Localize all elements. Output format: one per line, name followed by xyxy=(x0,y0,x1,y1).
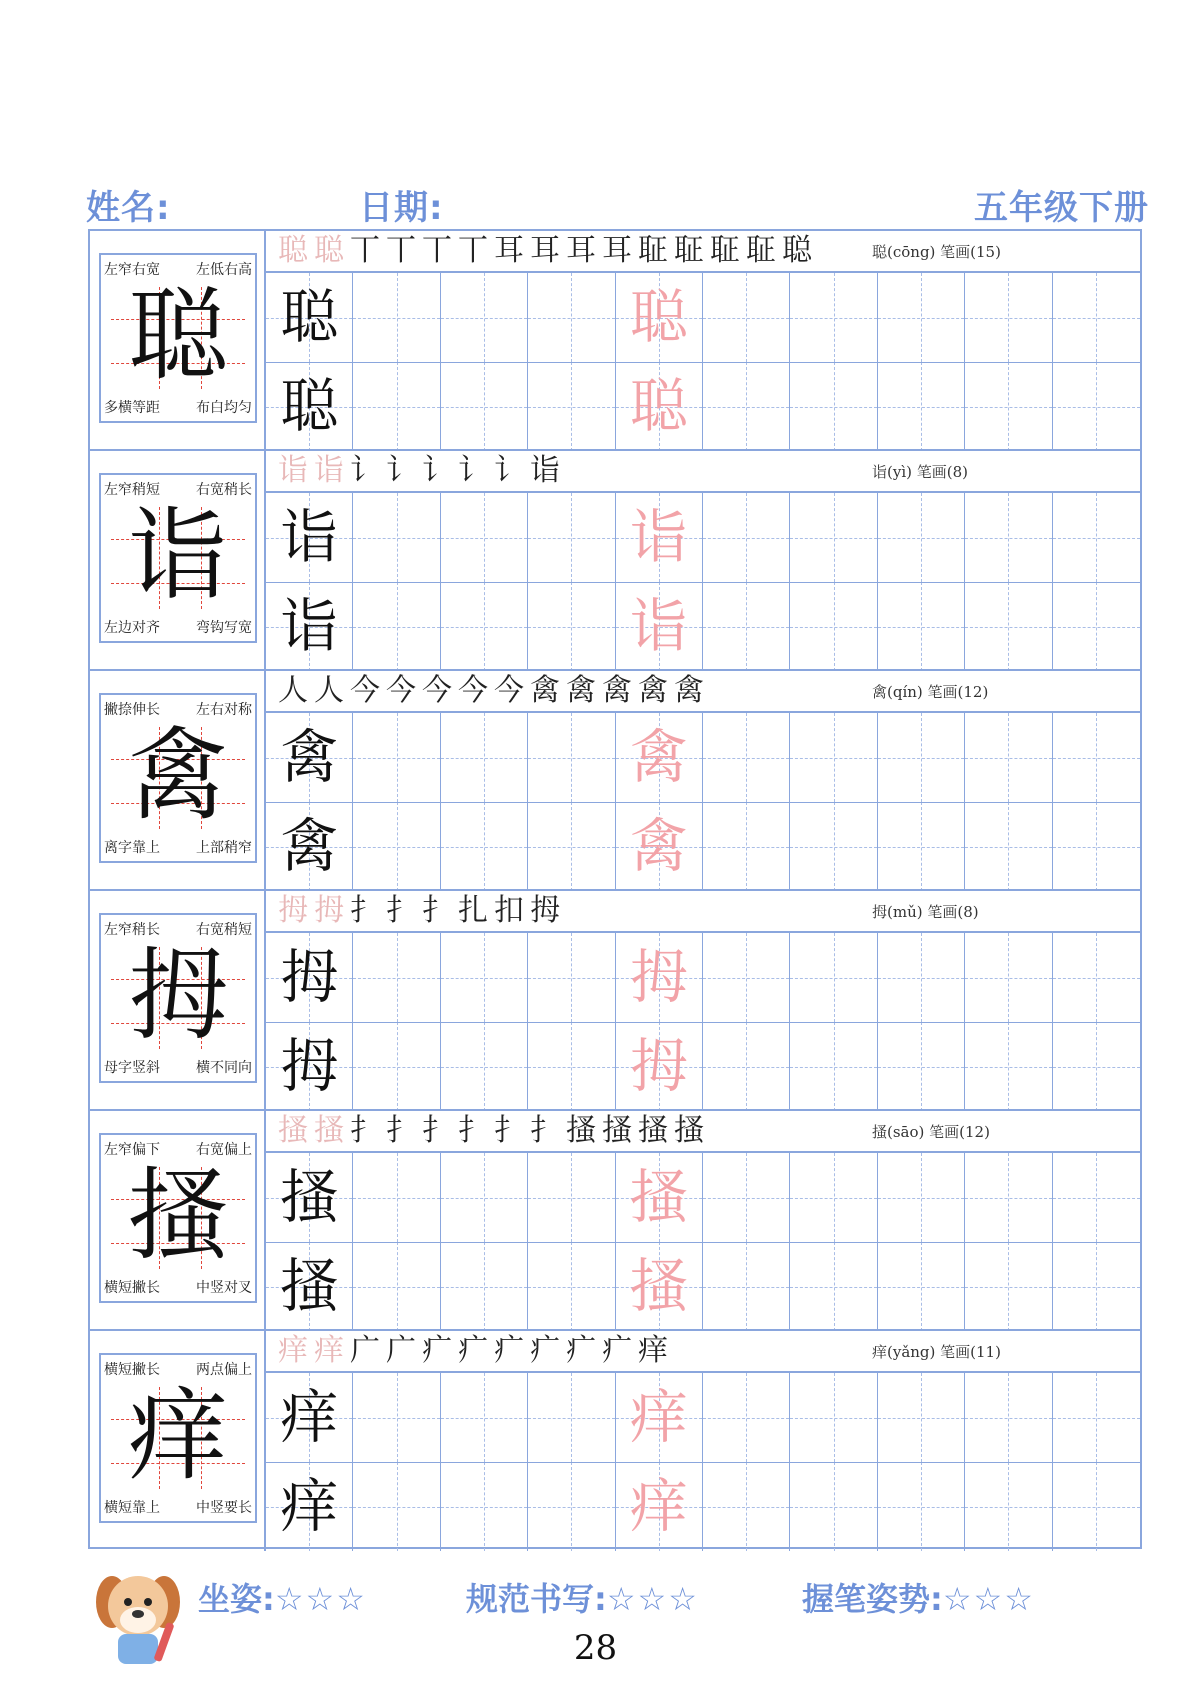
trace-character: 聪 xyxy=(629,283,688,351)
practice-cell[interactable] xyxy=(441,493,528,582)
sample-character: 搔 xyxy=(280,1252,339,1320)
practice-cell[interactable] xyxy=(616,1462,703,1551)
practice-cell[interactable] xyxy=(1053,1373,1140,1462)
practice-cell[interactable] xyxy=(965,582,1052,671)
stroke-order-faint: 搔搔 xyxy=(278,1113,350,1148)
name-label: 姓名: xyxy=(86,188,171,228)
stroke-order-sequence xyxy=(278,673,710,709)
row-divider xyxy=(266,1462,1140,1463)
practice-cell[interactable] xyxy=(266,802,353,891)
practice-row xyxy=(266,802,1140,891)
row-divider xyxy=(266,802,1140,803)
practice-cell[interactable] xyxy=(790,933,877,1022)
structure-tip-box xyxy=(99,693,257,863)
practice-cell[interactable] xyxy=(790,1462,877,1551)
stroke-order-faint: 拇拇 xyxy=(278,893,350,928)
structure-tip-column xyxy=(90,671,266,891)
pinyin-stroke-count: 禽(qín) 笔画(12) xyxy=(872,683,989,701)
structure-tip-column xyxy=(90,1331,266,1551)
practice-cell[interactable] xyxy=(266,273,353,362)
practice-cell[interactable] xyxy=(616,1373,703,1462)
practice-row xyxy=(266,493,1140,582)
practice-cell[interactable] xyxy=(528,362,615,451)
model-character: 拇 xyxy=(128,937,228,1054)
practice-cell[interactable] xyxy=(965,1153,1052,1242)
tip-top-right: 两点偏上 xyxy=(196,1362,252,1378)
structure-tip-box xyxy=(99,473,257,643)
trace-character: 拇 xyxy=(629,943,688,1011)
practice-cell[interactable] xyxy=(965,362,1052,451)
practice-cell[interactable] xyxy=(1053,1242,1140,1331)
structure-tip-box xyxy=(99,913,257,1083)
grip-rating xyxy=(802,1574,1035,1620)
practice-cell[interactable] xyxy=(965,933,1052,1022)
stroke-order-row xyxy=(266,1331,1140,1373)
trace-character: 痒 xyxy=(629,1472,688,1540)
stroke-order-row xyxy=(266,231,1140,273)
tip-bottom-left: 左边对齐 xyxy=(104,620,160,636)
practice-cell[interactable] xyxy=(353,273,440,362)
tip-bottom-right: 中竖要长 xyxy=(196,1500,252,1516)
practice-cell[interactable] xyxy=(878,933,965,1022)
tip-bottom-left: 横短靠上 xyxy=(104,1500,160,1516)
pinyin-stroke-count: 聪(cōng) 笔画(15) xyxy=(872,243,1001,261)
practice-cell[interactable] xyxy=(790,362,877,451)
practice-cell[interactable] xyxy=(616,582,703,671)
practice-row xyxy=(266,713,1140,802)
practice-cell[interactable] xyxy=(965,802,1052,891)
sample-character: 聪 xyxy=(280,283,339,351)
sample-character: 拇 xyxy=(280,943,339,1011)
stroke-order-steps: 讠讠讠讠讠诣 xyxy=(350,453,566,488)
stroke-order-sequence xyxy=(278,1113,710,1149)
trace-character: 禽 xyxy=(629,723,688,791)
pinyin-stroke-count: 诣(yì) 笔画(8) xyxy=(872,463,968,481)
practice-cell[interactable] xyxy=(878,1462,965,1551)
practice-cell[interactable] xyxy=(441,713,528,802)
structure-tip-column xyxy=(90,231,266,451)
practice-cell[interactable] xyxy=(528,933,615,1022)
tip-bottom-left: 多横等距 xyxy=(104,400,160,416)
practice-cell[interactable] xyxy=(1053,802,1140,891)
practice-cell[interactable] xyxy=(616,713,703,802)
tip-bottom-right: 横不同向 xyxy=(196,1060,252,1076)
tip-top-right: 左右对称 xyxy=(196,702,252,718)
tip-bottom-left: 母字竖斜 xyxy=(104,1060,160,1076)
practice-cell[interactable] xyxy=(441,273,528,362)
practice-cell[interactable] xyxy=(353,802,440,891)
practice-cell[interactable] xyxy=(528,1153,615,1242)
pinyin-stroke-count: 痒(yǎng) 笔画(11) xyxy=(872,1343,1001,1361)
trace-character: 搔 xyxy=(629,1252,688,1320)
practice-cell[interactable] xyxy=(703,1022,790,1111)
sample-character: 禽 xyxy=(280,723,339,791)
practice-cell[interactable] xyxy=(528,1373,615,1462)
practice-cell[interactable] xyxy=(703,362,790,451)
practice-cell[interactable] xyxy=(703,273,790,362)
practice-cell[interactable] xyxy=(878,1153,965,1242)
practice-cell[interactable] xyxy=(353,713,440,802)
practice-cell[interactable] xyxy=(965,1373,1052,1462)
practice-cell[interactable] xyxy=(965,1462,1052,1551)
pinyin-stroke-count: 拇(mǔ) 笔画(8) xyxy=(872,903,979,921)
practice-cell[interactable] xyxy=(616,1153,703,1242)
practice-cell[interactable] xyxy=(528,582,615,671)
practice-cell[interactable] xyxy=(353,933,440,1022)
tip-bottom-left: 离字靠上 xyxy=(104,840,160,856)
practice-row xyxy=(266,1373,1140,1462)
trace-character: 痒 xyxy=(629,1383,688,1451)
stroke-order-row xyxy=(266,671,1140,713)
trace-character: 禽 xyxy=(629,812,688,880)
practice-cell[interactable] xyxy=(616,362,703,451)
practice-cell[interactable] xyxy=(266,933,353,1022)
tip-bottom-left: 横短撇长 xyxy=(104,1280,160,1296)
sample-character: 痒 xyxy=(280,1472,339,1540)
practice-cell[interactable] xyxy=(1053,362,1140,451)
practice-cell[interactable] xyxy=(965,273,1052,362)
practice-cell[interactable] xyxy=(528,1242,615,1331)
trace-character: 搔 xyxy=(629,1163,688,1231)
structure-tip-box xyxy=(99,1353,257,1523)
sample-character: 诣 xyxy=(280,503,339,571)
practice-cell[interactable] xyxy=(266,1462,353,1551)
practice-cell[interactable] xyxy=(353,1153,440,1242)
practice-cell[interactable] xyxy=(878,273,965,362)
practice-cell[interactable] xyxy=(878,1022,965,1111)
pinyin-stroke-count: 搔(sāo) 笔画(12) xyxy=(872,1123,990,1141)
practice-cell[interactable] xyxy=(790,1373,877,1462)
structure-tip-box xyxy=(99,253,257,423)
sample-character: 拇 xyxy=(280,1032,339,1100)
practice-cell[interactable] xyxy=(878,1373,965,1462)
practice-cell[interactable] xyxy=(528,1462,615,1551)
tip-top-right: 右宽稍短 xyxy=(196,922,252,938)
structure-tip-box xyxy=(99,1133,257,1303)
tip-top-right: 右宽偏上 xyxy=(196,1142,252,1158)
tip-bottom-right: 弯钩写宽 xyxy=(196,620,252,636)
practice-cell[interactable] xyxy=(353,493,440,582)
practice-cell[interactable] xyxy=(1053,713,1140,802)
practice-row xyxy=(266,1022,1140,1111)
practice-cell[interactable] xyxy=(965,1022,1052,1111)
practice-cell[interactable] xyxy=(528,1022,615,1111)
stroke-order-row xyxy=(266,891,1140,933)
trace-character: 诣 xyxy=(629,503,688,571)
practice-cell[interactable] xyxy=(353,362,440,451)
practice-row xyxy=(266,1462,1140,1551)
stroke-order-faint: 聪聪 xyxy=(278,233,350,268)
stroke-order-steps: 丅丅丅丅耳耳耳耳聇聇聇聇聪 xyxy=(350,233,818,268)
practice-cell[interactable] xyxy=(441,1022,528,1111)
practice-cell[interactable] xyxy=(441,1242,528,1331)
practice-row xyxy=(266,582,1140,671)
tip-top-left: 左窄偏下 xyxy=(104,1142,160,1158)
practice-cell[interactable] xyxy=(703,582,790,671)
practice-cell[interactable] xyxy=(790,1022,877,1111)
practice-cell[interactable] xyxy=(878,362,965,451)
tip-top-left: 左窄稍长 xyxy=(104,922,160,938)
structure-tip-column xyxy=(90,1111,266,1331)
practice-row xyxy=(266,362,1140,451)
row-divider xyxy=(266,1022,1140,1023)
grip-label: 握笔姿势: xyxy=(802,1580,943,1618)
practice-cell[interactable] xyxy=(703,1462,790,1551)
practice-cell[interactable] xyxy=(441,1462,528,1551)
practice-cell[interactable] xyxy=(878,802,965,891)
practice-cell[interactable] xyxy=(353,1462,440,1551)
row-divider xyxy=(266,1242,1140,1243)
practice-cell[interactable] xyxy=(1053,273,1140,362)
practice-cell[interactable] xyxy=(266,582,353,671)
tip-bottom-right: 上部稍窄 xyxy=(196,840,252,856)
stroke-order-steps: 扌扌扌扌扌扌搔搔搔搔 xyxy=(350,1113,710,1148)
practice-cell[interactable] xyxy=(878,493,965,582)
practice-cell[interactable] xyxy=(703,933,790,1022)
practice-cell[interactable] xyxy=(965,1242,1052,1331)
practice-cell[interactable] xyxy=(790,582,877,671)
model-character: 搔 xyxy=(128,1157,228,1274)
sample-character: 聪 xyxy=(280,372,339,440)
practice-cell[interactable] xyxy=(703,493,790,582)
model-character: 诣 xyxy=(128,497,228,614)
practice-cell[interactable] xyxy=(790,493,877,582)
sample-character: 痒 xyxy=(280,1383,339,1451)
sample-character: 搔 xyxy=(280,1163,339,1231)
practice-cell[interactable] xyxy=(790,1242,877,1331)
model-character: 痒 xyxy=(128,1377,228,1494)
posture-stars[interactable]: ☆☆☆ xyxy=(274,1580,367,1618)
posture-label: 坐姿: xyxy=(198,1580,275,1618)
practice-sheet xyxy=(88,229,1142,1549)
practice-cell[interactable] xyxy=(266,493,353,582)
stroke-order-faint: 诣诣 xyxy=(278,453,350,488)
practice-cell[interactable] xyxy=(266,1153,353,1242)
practice-cell[interactable] xyxy=(790,273,877,362)
stroke-order-sequence xyxy=(278,233,818,269)
practice-cell[interactable] xyxy=(790,1153,877,1242)
structure-tip-column xyxy=(90,891,266,1111)
practice-cell[interactable] xyxy=(441,933,528,1022)
practice-cell[interactable] xyxy=(1053,1153,1140,1242)
character-block xyxy=(90,1111,1140,1331)
practice-cell[interactable] xyxy=(878,713,965,802)
practice-cell[interactable] xyxy=(878,1242,965,1331)
practice-cell[interactable] xyxy=(528,802,615,891)
sample-character: 禽 xyxy=(280,812,339,880)
practice-cell[interactable] xyxy=(616,802,703,891)
stroke-order-steps: 人人今今今今今禽禽禽禽禽 xyxy=(278,673,710,708)
practice-cell[interactable] xyxy=(616,933,703,1022)
character-block xyxy=(90,231,1140,451)
practice-cell[interactable] xyxy=(703,1153,790,1242)
character-block xyxy=(90,1331,1140,1551)
model-character: 禽 xyxy=(128,717,228,834)
practice-cell[interactable] xyxy=(1053,1022,1140,1111)
practice-cell[interactable] xyxy=(528,273,615,362)
practice-cell[interactable] xyxy=(353,582,440,671)
date-label: 日期: xyxy=(359,188,444,228)
stroke-order-steps: 广广疒疒疒疒疒疒痒 xyxy=(350,1333,674,1368)
character-block xyxy=(90,671,1140,891)
posture-rating xyxy=(198,1574,367,1620)
practice-cell[interactable] xyxy=(441,1373,528,1462)
practice-row xyxy=(266,273,1140,362)
practice-cell[interactable] xyxy=(616,273,703,362)
practice-cell[interactable] xyxy=(1053,493,1140,582)
practice-cell[interactable] xyxy=(616,493,703,582)
tip-top-right: 右宽稍长 xyxy=(196,482,252,498)
tip-top-left: 撇捺伸长 xyxy=(104,702,160,718)
practice-cell[interactable] xyxy=(1053,933,1140,1022)
practice-row xyxy=(266,1242,1140,1331)
writing-rating xyxy=(466,1574,699,1620)
page-number: 28 xyxy=(573,1628,618,1668)
character-block xyxy=(90,891,1140,1111)
sample-character: 诣 xyxy=(280,592,339,660)
writing-label: 规范书写: xyxy=(466,1580,607,1618)
stroke-order-faint: 痒痒 xyxy=(278,1333,350,1368)
practice-cell[interactable] xyxy=(965,713,1052,802)
practice-cell[interactable] xyxy=(266,1022,353,1111)
stroke-order-row xyxy=(266,451,1140,493)
practice-cell[interactable] xyxy=(528,493,615,582)
practice-cell[interactable] xyxy=(616,1242,703,1331)
practice-cell[interactable] xyxy=(703,1242,790,1331)
grip-stars[interactable]: ☆☆☆ xyxy=(942,1580,1035,1618)
trace-character: 诣 xyxy=(629,592,688,660)
practice-cell[interactable] xyxy=(790,802,877,891)
stroke-order-sequence xyxy=(278,893,566,929)
trace-character: 聪 xyxy=(629,372,688,440)
trace-character: 拇 xyxy=(629,1032,688,1100)
grade-label: 五年级下册 xyxy=(974,188,1149,228)
practice-cell[interactable] xyxy=(703,1373,790,1462)
practice-cell[interactable] xyxy=(878,582,965,671)
practice-cell[interactable] xyxy=(441,362,528,451)
practice-cell[interactable] xyxy=(441,582,528,671)
practice-cell[interactable] xyxy=(266,1242,353,1331)
practice-row xyxy=(266,933,1140,1022)
row-divider xyxy=(266,582,1140,583)
row-divider xyxy=(266,362,1140,363)
tip-top-left: 横短撇长 xyxy=(104,1362,160,1378)
practice-cell[interactable] xyxy=(441,802,528,891)
stroke-order-sequence xyxy=(278,453,566,489)
character-block xyxy=(90,451,1140,671)
practice-cell[interactable] xyxy=(790,713,877,802)
practice-cell[interactable] xyxy=(1053,1462,1140,1551)
stroke-order-steps: 扌扌扌扎扣拇 xyxy=(350,893,566,928)
practice-cell[interactable] xyxy=(266,362,353,451)
practice-cell[interactable] xyxy=(703,802,790,891)
practice-cell[interactable] xyxy=(353,1373,440,1462)
practice-cell[interactable] xyxy=(266,1373,353,1462)
tip-top-left: 左窄稍短 xyxy=(104,482,160,498)
practice-cell[interactable] xyxy=(353,1022,440,1111)
practice-cell[interactable] xyxy=(616,1022,703,1111)
stroke-order-sequence xyxy=(278,1333,674,1369)
tip-bottom-right: 布白均匀 xyxy=(196,400,252,416)
tip-top-left: 左窄右宽 xyxy=(104,262,160,278)
tip-bottom-right: 中竖对叉 xyxy=(196,1280,252,1296)
practice-cell[interactable] xyxy=(965,493,1052,582)
practice-cell[interactable] xyxy=(528,713,615,802)
practice-cell[interactable] xyxy=(266,713,353,802)
practice-cell[interactable] xyxy=(1053,582,1140,671)
model-character: 聪 xyxy=(128,277,228,394)
practice-cell[interactable] xyxy=(703,713,790,802)
stroke-order-row xyxy=(266,1111,1140,1153)
practice-cell[interactable] xyxy=(441,1153,528,1242)
practice-cell[interactable] xyxy=(353,1242,440,1331)
structure-tip-column xyxy=(90,451,266,671)
practice-row xyxy=(266,1153,1140,1242)
tip-top-right: 左低右高 xyxy=(196,262,252,278)
writing-stars[interactable]: ☆☆☆ xyxy=(606,1580,699,1618)
